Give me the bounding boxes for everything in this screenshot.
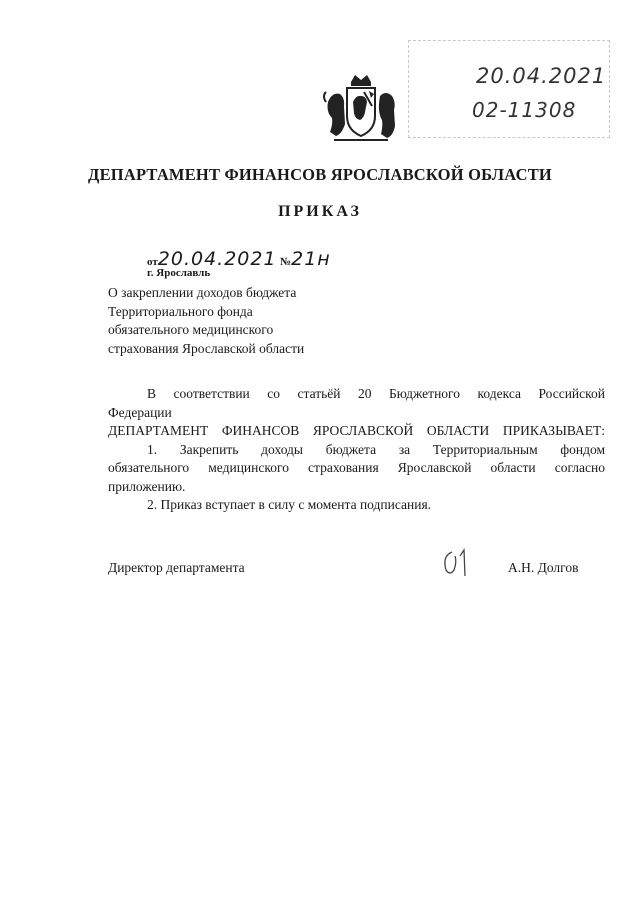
number-prefix: № bbox=[280, 256, 292, 268]
order-subject bbox=[108, 284, 304, 358]
signatory-position: Директор департамента bbox=[108, 560, 245, 575]
signatory-name: А.Н. Долгов bbox=[508, 560, 579, 575]
order-number: 21н bbox=[291, 248, 331, 270]
item-1-line: приложению. bbox=[108, 478, 186, 494]
order-body bbox=[108, 385, 605, 515]
coat-of-arms-icon bbox=[320, 72, 402, 146]
item-1-line: 1. Закрепить доходы бюджета за Территориальным фондом bbox=[147, 441, 605, 457]
department-name: ДЕПАРТАМЕНТ ФИНАНСОВ ЯРОСЛАВСКОЙ ОБЛАСТИ bbox=[88, 165, 552, 184]
item-2: 2. Приказ вступает в силу с момента подписания. bbox=[147, 497, 432, 512]
order-date: 20.04.2021 bbox=[157, 248, 277, 270]
order-city: г. Ярославль bbox=[147, 267, 211, 279]
document-title: ПРИКАЗ bbox=[278, 203, 362, 220]
stamp-date: 20.04.2021 bbox=[476, 64, 607, 88]
intro-line: В соответствии со статьёй 20 Бюджетного кодекса Российской bbox=[147, 386, 605, 401]
subject-line: Территориального фонда bbox=[108, 303, 253, 319]
subject-line: обязательного медицинского bbox=[108, 322, 274, 337]
date-prefix: от bbox=[147, 256, 158, 268]
command-line: ДЕПАРТАМЕНТ ФИНАНСОВ ЯРОСЛАВСКОЙ ОБЛАСТИ ПРИКАЗЫВАЕТ: bbox=[108, 423, 605, 438]
item-1-line: обязательного медицинского страхования Ярославской области согласно bbox=[108, 460, 605, 475]
subject-line: страхования Ярославской области bbox=[108, 340, 305, 356]
intro-line: Федерации bbox=[108, 404, 172, 420]
subject-line: О закреплении доходов бюджета bbox=[108, 285, 297, 300]
stamp-number: 02-11308 bbox=[472, 98, 577, 122]
handwritten-signature bbox=[440, 546, 484, 580]
registration-stamp bbox=[408, 40, 610, 138]
